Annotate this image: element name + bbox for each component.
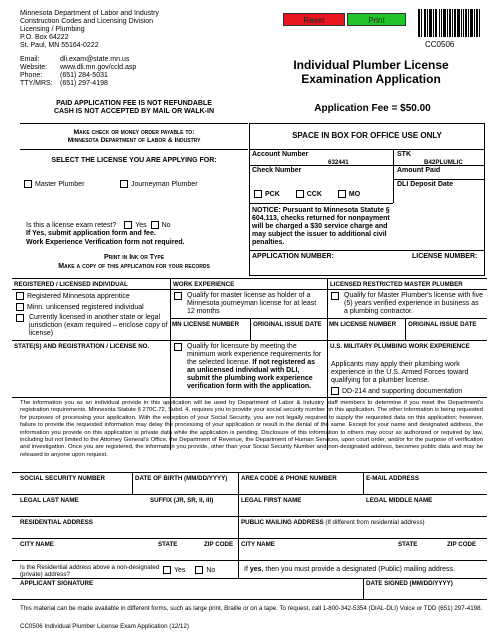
fee-notice-line: PAID APPLICATION FEE IS NOT REFUNDABLE	[56, 100, 212, 107]
mailing-address-field[interactable]	[241, 527, 484, 537]
agency-line: St. Paul, MN 55164-0222	[20, 42, 99, 49]
payment-type-row	[254, 190, 394, 199]
stk-label: STK	[397, 151, 411, 158]
registered-checkbox[interactable]	[16, 303, 24, 311]
option-label: Qualify for master license as holder of a Minnesota journeyman license for at least 12 months	[187, 292, 317, 315]
registered-checkbox[interactable]	[16, 314, 24, 322]
option-label: Qualify for Master Plumber's license with five (5) years verified experience in business as a plumbing contractor.	[344, 292, 484, 315]
email-label: E-MAIL ADDRESS	[366, 475, 419, 482]
cck-checkbox[interactable]	[296, 190, 304, 198]
original-issue-date-label: ORIGINAL ISSUE DATE	[253, 321, 322, 328]
option-label: Currently licensed in another state or legal jurisdiction (exam required – enclose copy of license)	[29, 314, 168, 337]
cck-label: CCK	[306, 190, 322, 198]
middle-name-label: LEGAL MIDDLE NAME	[366, 497, 433, 504]
contact-email[interactable]: dli.exam@state.mn.us	[60, 56, 130, 63]
contact-block	[20, 56, 250, 88]
email-field[interactable]	[366, 483, 484, 493]
master-plumber-option[interactable]	[24, 180, 84, 189]
mailing-address-title: PUBLIC MAILING ADDRESS	[241, 519, 324, 526]
restricted-original-issue-date-label: ORIGINAL ISSUE DATE	[408, 321, 477, 328]
contact-label: Website:	[20, 64, 48, 71]
last-name-label: LEGAL LAST NAME	[20, 497, 79, 504]
amount-paid-label: Amount Paid	[397, 167, 441, 174]
privacy-notice: The information you as an individual provide in this application will be used by Department of Labor & Industry staff members to determine if you meet the Department's registration requirements. Minnesota Statute § 270C.72, Subd. 4, requires you to provide your social security number on this application. The other information is being requested for purposes of processing your application. With the exception of your Social Security, you are not legally required to supply the requested data on this application; however, failure to provide the requested information may delay the processing of your application or result in the denial of the same. Except for your name and designated address, the information you provide on this application is private data while the application is pending. Disclosure of this information to others may occur as authorized or required by law, including but not limited to the Attorney General's Office, the Department of Revenue, the Department of Human Services, upon court order, and/or for the purpose of verification and investigation. Once you are registered, the information you provide, other than your Social Security Number and non-designated address, becomes public data and may be released to anyone upon request.	[20, 400, 483, 458]
mail-city-label: CITY NAME	[241, 541, 275, 548]
contact-tty: (651) 297-4198	[60, 80, 108, 87]
retest-note: Work Experience Verification form not required.	[26, 239, 185, 246]
payable-line: Make check or money order payable to:	[73, 129, 195, 136]
mo-checkbox[interactable]	[338, 190, 346, 198]
retest-yes-checkbox[interactable]	[124, 221, 132, 229]
private-yes-checkbox[interactable]	[163, 566, 171, 574]
mo-label: MO	[348, 190, 361, 198]
residential-address-label: RESIDENTIAL ADDRESS	[20, 519, 93, 526]
work-experience-checkbox[interactable]	[174, 343, 182, 351]
form-identifier: CC0506 Individual Plumber License Exam Application (12/12)	[20, 623, 189, 630]
retest-yes-label: Yes	[135, 221, 147, 229]
registered-checkbox[interactable]	[16, 292, 24, 300]
restricted-checkbox[interactable]	[331, 292, 339, 300]
agency-line: P.O. Box 64222	[20, 34, 69, 41]
barcode-icon	[418, 9, 480, 37]
page-title	[256, 58, 486, 86]
registered-heading: REGISTERED / LICENSED INDIVIDUAL	[14, 281, 128, 288]
last-name-field[interactable]	[20, 505, 235, 515]
work-experience-heading: WORK EXPERIENCE	[173, 281, 235, 288]
journeyman-plumber-checkbox[interactable]	[120, 180, 128, 188]
suffix-label: SUFFIX (JR, SR, II, III)	[150, 497, 214, 504]
retest-no-label: No	[161, 221, 171, 229]
reset-button[interactable]: Reset	[283, 13, 345, 26]
mailing-address-note: (If different from residential address)	[323, 519, 425, 526]
private-address-question: Is the Residential address above a non-designated (private) address?	[20, 564, 160, 579]
ssn-label: SOCIAL SECURITY NUMBER	[20, 475, 106, 482]
dd214-checkbox[interactable]	[331, 387, 339, 395]
res-state-label: STATE	[158, 541, 178, 548]
work-experience-option-2[interactable]	[174, 343, 324, 391]
print-notice	[20, 254, 248, 271]
option-text-bold: If not registered as an unlicensed individual with DLI, submit the plumbing work experience verification form with the application.	[187, 359, 316, 390]
dob-label: DATE OF BIRTH (MM/DD/YYYY)	[135, 475, 228, 482]
restricted-heading: LICENSED RESTRICTED MASTER PLUMBER	[330, 281, 463, 288]
designated-address-note	[244, 566, 455, 574]
option-label	[185, 343, 324, 391]
option-label: Registered Minnesota apprentice	[27, 292, 130, 300]
phone-label: AREA CODE & PHONE NUMBER	[241, 475, 337, 482]
fee-notice	[20, 100, 248, 116]
agency-line: Construction Codes and Licensing Division	[20, 18, 154, 25]
retest-question-row	[26, 221, 171, 230]
check-number-label: Check Number	[252, 167, 302, 174]
dob-field[interactable]	[135, 483, 235, 493]
license-number-label: LICENSE NUMBER:	[412, 253, 478, 260]
returned-check-notice: NOTICE: Pursuant to Minnesota Statute § 604.113, checks returned for nonpayment will be charged a $30 service charge and may subject the issuer to additional civil penalties.	[252, 207, 390, 246]
mail-zip-label: ZIP CODE	[447, 541, 477, 548]
contact-phone: (651) 284-5031	[60, 72, 108, 79]
print-button[interactable]: Print	[347, 13, 406, 26]
payable-line: Minnesota Department of Labor & Industry	[67, 137, 201, 144]
date-signed-label: DATE SIGNED (MM/DD/YYYY)	[366, 580, 453, 587]
print-notice-line: Print in Ink or Type	[103, 254, 165, 261]
office-use-heading: SPACE IN BOX FOR OFFICE USE ONLY	[292, 131, 442, 140]
retest-note: If Yes, submit application form and fee.	[26, 230, 156, 237]
contact-website[interactable]: www.dli.mn.gov/ccld.asp	[60, 64, 137, 71]
first-name-label: LEGAL FIRST NAME	[241, 497, 302, 504]
option-label: Journeyman Plumber	[131, 180, 198, 188]
stk-value: B42PLUMLIC	[424, 159, 463, 166]
registered-option-3[interactable]	[16, 314, 168, 338]
private-address-choice	[163, 566, 215, 575]
form-code: CC0506	[425, 40, 455, 49]
option-text: Qualify for licensure by meeting the minimum work experience requirements for the selected license.	[187, 343, 322, 366]
mailing-address-label	[241, 519, 425, 526]
agency-address	[20, 10, 240, 50]
restricted-option[interactable]	[331, 292, 484, 316]
print-notice-line: Make a copy of this application for your records	[58, 262, 210, 270]
deposit-date-label: DLI Deposit Date	[397, 181, 454, 188]
master-plumber-checkbox[interactable]	[24, 180, 32, 188]
registered-option-1[interactable]	[16, 292, 168, 301]
military-text: Applicants may apply their plumbing work experience in the U.S. Armed Forces toward qualifying for a plumber license.	[331, 361, 469, 384]
mn-license-number-label: MN LICENSE NUMBER	[172, 321, 240, 328]
alternate-format-notice: This material can be made available in different forms, such as large print, Braille or on a tape. To request, call 1-800-342-5354 (DIAL-DLI) Voice or TDD (651) 297-4198.	[20, 605, 483, 612]
option-label: DD-214 and supporting documentation	[342, 387, 463, 395]
res-zip-label: ZIP CODE	[204, 541, 234, 548]
signature-label: APPLICANT SIGNATURE	[20, 580, 94, 587]
title-line: Examination Application	[301, 72, 441, 86]
private-no-label: No	[206, 566, 216, 574]
dd214-option[interactable]	[331, 387, 462, 396]
residential-address-field[interactable]	[20, 527, 235, 537]
contact-label: TTY/MRS:	[20, 80, 53, 87]
account-number-value: 632441	[328, 159, 349, 166]
note-text: , then you must provide a designated (Public) mailing address.	[261, 566, 455, 573]
option-label: Minn. unlicensed registered individual	[27, 303, 144, 311]
payable-to	[20, 129, 248, 145]
states-registration-label: STATE(S) AND REGISTRATION / LICENSE NO.	[14, 343, 150, 350]
title-line: Individual Plumber License	[293, 58, 449, 72]
application-fee: Application Fee = $50.00	[314, 103, 431, 114]
account-number-label: Account Number	[252, 151, 309, 158]
private-yes-label: Yes	[174, 566, 186, 574]
license-select-heading: SELECT THE LICENSE YOU ARE APPLYING FOR:	[51, 157, 217, 164]
journeyman-plumber-option[interactable]	[120, 180, 198, 189]
private-no-checkbox[interactable]	[195, 566, 203, 574]
agency-line: Minnesota Department of Labor and Industry	[20, 10, 159, 17]
note-text: If	[244, 566, 250, 573]
retest-question: Is this a license exam retest?	[26, 221, 117, 229]
note-text-bold: yes	[249, 566, 262, 573]
application-number-label: APPLICATION NUMBER:	[252, 253, 334, 260]
military-heading: U.S. MILITARY PLUMBING WORK EXPERIENCE	[330, 343, 470, 350]
fee-notice-line: CASH IS NOT ACCEPTED BY MAIL OR WALK-IN	[53, 108, 215, 115]
ssn-field[interactable]	[20, 483, 130, 493]
res-city-label: CITY NAME	[20, 541, 54, 548]
contact-label: Email:	[20, 56, 40, 63]
pck-label: PCK	[265, 190, 280, 198]
work-experience-checkbox[interactable]	[174, 292, 182, 300]
registered-option-2[interactable]	[16, 303, 168, 312]
first-middle-name-field[interactable]	[241, 505, 484, 515]
contact-label: Phone:	[20, 72, 43, 79]
mail-state-label: STATE	[398, 541, 418, 548]
retest-no-checkbox[interactable]	[151, 221, 159, 229]
agency-line: Licensing / Plumbing	[20, 26, 85, 33]
work-experience-option-1[interactable]	[174, 292, 324, 316]
phone-field[interactable]	[241, 483, 361, 493]
option-label: Master Plumber	[35, 180, 85, 188]
restricted-mn-license-label: MN LICENSE NUMBER	[329, 321, 397, 328]
pck-checkbox[interactable]	[254, 190, 262, 198]
